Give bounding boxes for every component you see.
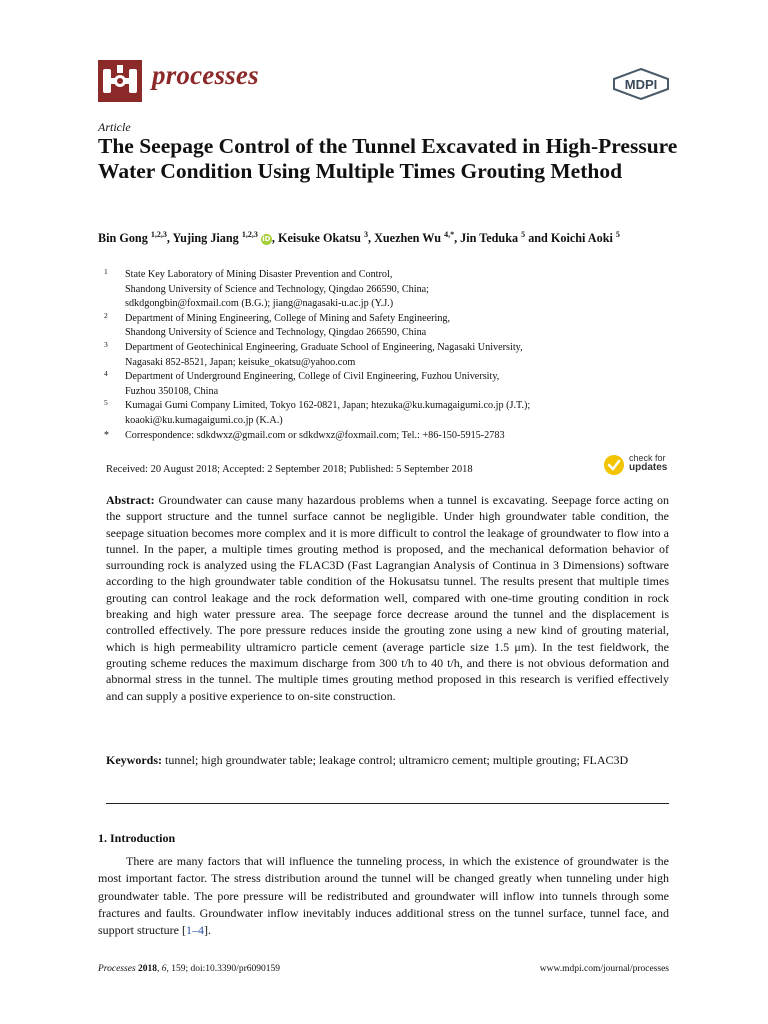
affiliation-line: Kumagai Gumi Company Limited, Tokyo 162-0821, Japan; htezuka@ku.kumagaigumi.co.jp (J.T.); — [125, 400, 531, 412]
check-updates-line2: updates — [629, 462, 668, 473]
affiliation-line: Department of Mining Engineering, College of Mining and Safety Engineering, — [125, 312, 451, 324]
author-name: Jin Teduka — [460, 231, 519, 245]
introduction-text-end: ]. — [203, 923, 211, 938]
affiliation-line: Fuzhou 350108, China — [125, 385, 219, 397]
svg-text:MDPI: MDPI — [624, 77, 658, 92]
author-list — [98, 229, 678, 247]
author-name: Xuezhen Wu — [374, 231, 442, 245]
author-affiliation-mark: 4,* — [444, 230, 455, 239]
abstract-text: Groundwater can cause many hazardous problems when a tunnel is excavating. Seepage force acting on the support structure and the tunnel surface cannot be negligible. Under high groundwater table condition, the seepage situation becomes more complex and it is more difficult to control the leakage of groundwater to flow into a tunnel. In the paper, a multiple times grouting method is proposed, and the mechanical deformation behavior of surrounding rock is analyzed using the FLAC3D (Fast Lagrangian Analysis of Continua in 3 Dimensions) software according to the high groundwater table condition of the Hokusatsu tunnel. The results present that multiple times grouting can control leakage and the rock deformation well, compared with one-time grouting condition in rock breaking and high water pressure area. The seepage force decrease around the tunnel and the displacement is controlled effectively. The pore pressure reduces inside the grouting zone using a new kind of grouting material, which is high permeability ultramicro particle cement (average particle size 1.5 μm). In the test fieldwork, the grouting scheme reduces the maximum discharge from 300 t/h to 40 t/h, and there is not obvious deformation and abnormal stress in the tunnel. The multiple times grouting method proposed in this research is verified effectively and can supply a positive experience to on-site construction. — [106, 493, 670, 703]
processes-logo-icon — [98, 60, 142, 102]
affiliation-item — [104, 399, 664, 428]
affiliation-item — [104, 341, 664, 370]
affiliation-mark: 4 — [104, 369, 108, 379]
journal-name: processes — [152, 60, 259, 90]
section-heading: 1. Introduction — [98, 831, 176, 845]
keywords-text: tunnel; high groundwater table; leakage control; ultramicro cement; multiple grouting; FLAC3D — [165, 753, 629, 767]
affiliation-mark: 5 — [104, 398, 108, 408]
check-updates-line1: check for — [629, 453, 666, 463]
author-affiliation-mark: 5 — [615, 230, 620, 239]
paper-title: The Seepage Control of the Tunnel Excavated in High-Pressure Water Condition Using Multiple Times Grouting Method — [98, 134, 678, 183]
affiliation-mark: 2 — [104, 310, 108, 320]
citation-link[interactable]: 1–4 — [185, 923, 204, 938]
author-separator: and — [525, 231, 551, 245]
footer-url[interactable]: www.mdpi.com/journal/processes — [539, 964, 669, 974]
affiliation-mark: 3 — [104, 339, 108, 349]
keywords-label: Keywords: — [106, 753, 162, 767]
affiliation-line: Correspondence: sdkdwxz@gmail.com or sdkdwxz@foxmail.com; Tel.: +86-150-5915-2783 — [125, 429, 505, 441]
affiliation-mark: 1 — [104, 267, 108, 276]
author-name: Bin Gong — [98, 231, 148, 245]
keywords — [106, 752, 669, 768]
affiliation-line: Shandong University of Science and Technology, Qingdao 266590, China; — [125, 283, 430, 295]
author-affiliation-mark: 1,2,3 — [150, 230, 167, 239]
author-name: Yujing Jiang — [172, 231, 239, 245]
author-separator: , — [271, 231, 278, 245]
introduction-text: There are many factors that will influence the tunneling process, in which the existence of groundwater is the most important factor. The stress distribution around the tunnel will be changed greatly when tunneling under high groundwater table. The pore pressure will be redistributed and groundwater will inflow into tunnels through some fractures and faults. Groundwater inflow inevitably induces additional stress on the tunnel surface, tunnel face, and support structure [ — [98, 854, 669, 938]
affiliation-line: Nagasaki 852-8521, Japan; keisuke_okatsu@yahoo.com — [125, 356, 356, 368]
footer-doi: , 159; doi:10.3390/pr6090159 — [166, 964, 280, 974]
footer-year: 2018 — [138, 964, 158, 974]
affiliation-line: koaoki@ku.kumagaigumi.co.jp (K.A.) — [125, 414, 283, 426]
affiliation-item — [104, 312, 664, 341]
mdpi-logo-icon — [612, 68, 670, 100]
affiliation-line: Department of Underground Engineering, College of Civil Engineering, Fuzhou University, — [125, 371, 500, 383]
author-name: Keisuke Okatsu — [277, 231, 361, 245]
author-name: Koichi Aoki — [550, 231, 613, 245]
footer-journal: Processes — [98, 964, 136, 974]
orcid-icon[interactable]: iD — [262, 235, 271, 243]
check-updates-icon — [603, 454, 625, 476]
abstract-label: Abstract: — [106, 493, 155, 507]
author-separator: , — [166, 231, 173, 245]
affiliation-item — [104, 268, 664, 312]
affiliation-line: Shandong University of Science and Technology, Qingdao 266590, China — [125, 327, 427, 339]
footer-citation: Processes 2018, 6, 159; doi:10.3390/pr6090159 — [98, 964, 280, 974]
affiliation-line: sdkdgongbin@foxmail.com (B.G.); jiang@nagasaki-u.ac.jp (Y.J.) — [125, 298, 394, 310]
affiliation-mark: * — [104, 429, 109, 441]
section-divider — [106, 803, 669, 804]
author-separator: , — [454, 231, 461, 245]
article-type: Article — [98, 120, 131, 134]
affiliation-line: State Key Laboratory of Mining Disaster Prevention and Control, — [125, 269, 393, 280]
introduction-paragraph — [98, 853, 669, 939]
affiliation-item — [104, 429, 664, 444]
affiliation-line: Department of Geotechinical Engineering, Graduate School of Engineering, Nagasaki University, — [125, 341, 523, 353]
author-affiliation-mark: 5 — [521, 230, 526, 239]
abstract — [106, 492, 669, 704]
affiliation-list — [104, 268, 664, 443]
author-affiliation-mark: 3 — [363, 230, 368, 239]
affiliation-item — [104, 370, 664, 399]
check-for-updates-button[interactable] — [603, 452, 673, 478]
author-separator: , — [367, 231, 375, 245]
publication-dates: Received: 20 August 2018; Accepted: 2 September 2018; Published: 5 September 2018 — [106, 464, 473, 475]
footer-volume: 6 — [161, 964, 167, 974]
author-affiliation-mark: 1,2,3 — [241, 230, 258, 239]
